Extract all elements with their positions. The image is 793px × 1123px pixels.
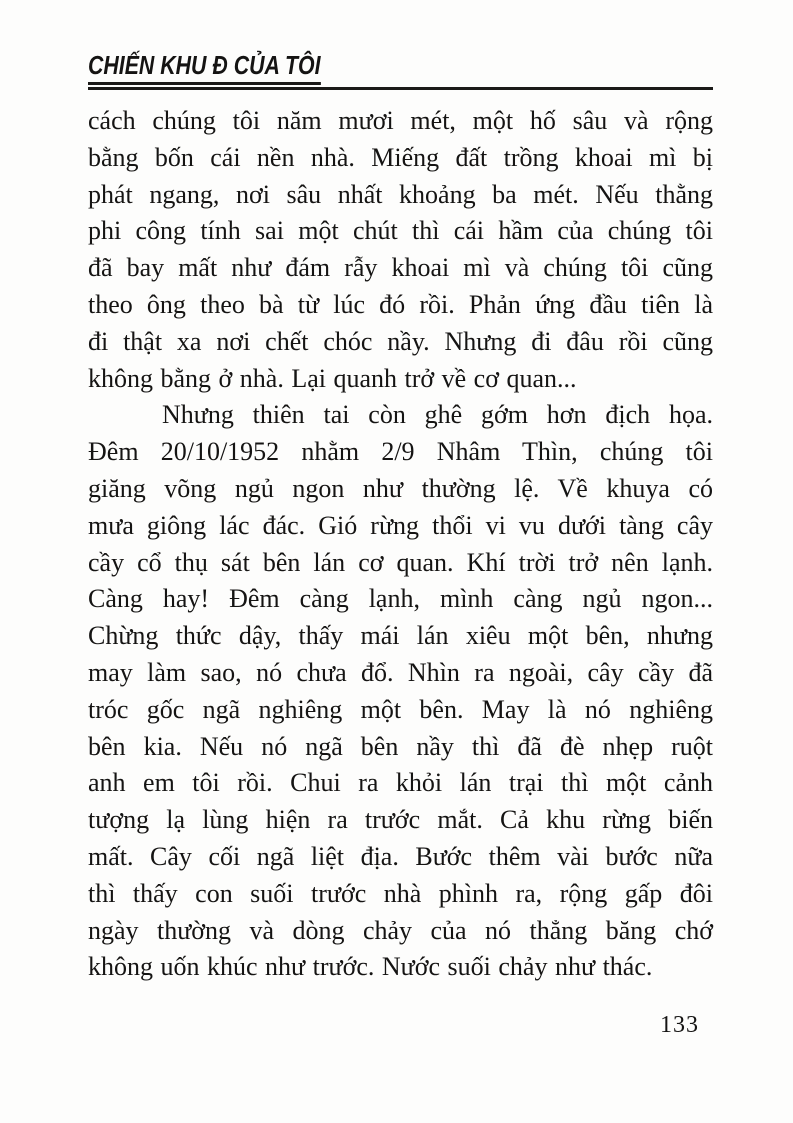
text-line: theo ông theo bà từ lúc đó rồi. Phản ứng đầu tiên là: [88, 289, 713, 319]
text-line: phi công tính sai một chút thì cái hầm của chúng tôi: [88, 216, 713, 246]
text-line: may làm sao, nó chưa đổ. Nhìn ra ngoài, cây cầy đã: [88, 657, 713, 687]
text-line: đi thật xa nơi chết chóc nầy. Nhưng đi đâu rồi cũng: [88, 326, 713, 356]
text-line: giăng võng ngủ ngon như thường lệ. Về khuya có: [88, 473, 713, 503]
text-line: bên kia. Nếu nó ngã bên nầy thì đã đè nhẹp ruột: [88, 731, 713, 761]
running-header-title: CHIẾN KHU Đ CỦA TÔI: [88, 52, 321, 85]
text-line: Đêm 20/10/1952 nhằm 2/9 Nhâm Thìn, chúng tôi: [88, 437, 713, 467]
text-line: ngày thường và dòng chảy của nó thẳng băng chớ: [88, 915, 713, 945]
text-line: tượng lạ lùng hiện ra trước mắt. Cả khu rừng biến: [88, 805, 713, 835]
running-header: [88, 52, 713, 90]
text-line: không uốn khúc như trước. Nước suối chảy như thác.: [88, 952, 653, 982]
text-line: cầy cổ thụ sát bên lán cơ quan. Khí trời trở nên lạnh.: [88, 547, 713, 577]
text-line: bằng bốn cái nền nhà. Miếng đất trồng khoai mì bị: [88, 142, 713, 172]
text-line: Nhưng thiên tai còn ghê gớm hơn địch họa.: [162, 400, 713, 430]
text-line: tróc gốc ngã nghiêng một bên. May là nó nghiêng: [88, 694, 713, 724]
text-line: mất. Cây cối ngã liệt địa. Bước thêm vài bước nữa: [88, 841, 713, 871]
page-number: 133: [660, 1012, 699, 1039]
page-body: [88, 103, 713, 986]
text-line: không bằng ở nhà. Lại quanh trở về cơ quan...: [88, 363, 577, 393]
text-line: Càng hay! Đêm càng lạnh, mình càng ngủ ngon...: [88, 584, 713, 614]
text-line: phát ngang, nơi sâu nhất khoảng ba mét. Nếu thằng: [88, 179, 713, 209]
text-line: đã bay mất như đám rẫy khoai mì và chúng tôi cũng: [88, 253, 713, 283]
text-line: anh em tôi rồi. Chui ra khỏi lán trại thì một cảnh: [88, 768, 713, 798]
text-line: thì thấy con suối trước nhà phình ra, rộng gấp đôi: [88, 878, 713, 908]
paragraph-1: [88, 103, 713, 397]
page-footer: [88, 1012, 713, 1039]
text-line: cách chúng tôi năm mươi mét, một hố sâu và rộng: [88, 106, 713, 135]
text-line: Chừng thức dậy, thấy mái lán xiêu một bên, nhưng: [88, 621, 713, 651]
paragraph-2: [88, 397, 713, 986]
text-line: mưa giông lác đác. Gió rừng thổi vi vu dưới tàng cây: [88, 510, 713, 540]
